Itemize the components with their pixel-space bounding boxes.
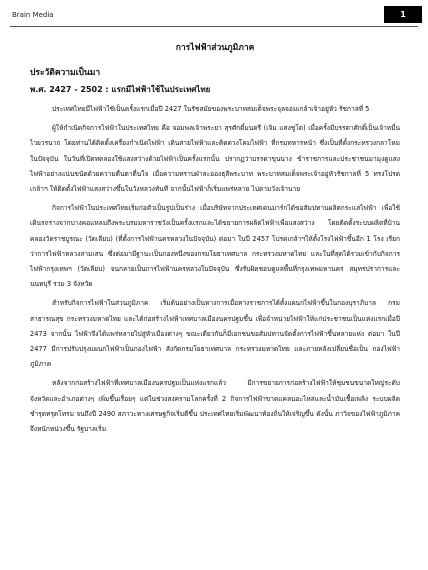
header-brand: Brain Media: [12, 11, 54, 19]
paragraph-1: ประเทศไทยมีไฟฟ้าใช้เป็นครั้งแรกเมื่อปี 2427 ในรัชสมัยของพระบาทสมเด็จพระจุลจอมเกล้าเจ้าอยู่หัว รัชกาลที่ 5: [52, 105, 370, 113]
paragraph-3: กิจการไฟฟ้าในประเทศไทยเริ่มก่อตัวเป็นรูปเป็นร่าง เมื่อบริษัทจากประเทศเดนมาร์กได้ขอสัมปทานผลิตกระแสไฟฟ้า เพื่อใช้เดินรถรางจากบางคอแหลมถึงพระบรมมหาราชวังเป็นครั้งแรกและได้ขยายการผลิตไฟฟ้าเพื่อแสงสว่าง โดยติดตั้งระบบผลิตที่บ้านคลองวัดราชบูรณะ (วัดเลียบ) (ที่ตั้งการไฟฟ้านครหลวงในปัจจุบัน) ต่อมา ในปี 2457 โปรดเกล้าฯให้ตั้งโรงไฟฟ้าขึ้นอีก 1 โรง เรียกว่าการไฟฟ้าหลวงสามเสน ซึ่งต่อมามีฐานะเป็นกองหนึ่งของกรมโยธาเทศบาล กระทรวงมหาดไทย และในที่สุดได้รวมเข้ากับกิจการไฟฟ้ากรุงเทพฯ (วัดเลียบ) จนกลายเป็นการไฟฟ้านครหลวงในปัจจุบัน ซึ่งรับผิดชอบดูแลพื้นที่กรุงเทพมหานคร สมุทรปราการและนนทบุรี รวม 3 จังหวัด: [30, 204, 400, 289]
document-title: การไฟฟ้าส่วนภูมิภาค: [175, 43, 255, 53]
page-header: [0, 0, 428, 28]
page-number-badge: 1: [384, 6, 422, 23]
header-divider: [10, 26, 418, 27]
paragraph-4: สำหรับกิจการไฟฟ้าในส่วนภูมิภาค เริ่มต้นอย่างเป็นทางการเมื่อทางราชการได้ตั้งแผนกไฟฟ้าขึ้นในกองบุราภิบาล กรมสาธารณสุข กระทรวงมหาดไทย และได้ก่อสร้างไฟฟ้าเทศบาลเมืองนครปฐมขึ้น เพื่อจำหน่ายไฟฟ้าให้แก่ประชาชนเป็นแห่งแรกเมื่อปี 2473 จากนั้น ไฟฟ้าจึงได้แพร่หลายไปสู่หัวเมืองต่างๆ ขณะเดียวกันก็มีเอกชนขอสัมปทานจัดตั้งการไฟฟ้าขึ้นหลายแห่ง ต่อมา ในปี 2477 มีการปรับปรุงแผนกไฟฟ้าเป็นกองไฟฟ้า สังกัดกรมโยธาเทศบาล กระทรวงมหาดไทย และภายหลังเปลี่ยนชื่อเป็น กองไฟฟ้าภูมิภาค: [30, 299, 400, 369]
paragraph-5: หลังจากก่อสร้างไฟฟ้าที่เทศบาลเมืองนครปฐมเป็นแห่งแรกแล้ว มีการขยายการก่อสร้างไฟฟ้าให้ชุมชนขนาดใหญ่ระดับจังหวัดและอำเภอต่างๆ เพิ่มขึ้นเรื่อยๆ แต่ในช่วงสงครามโลกครั้งที่ 2 กิจการไฟฟ้าขาดแคลนอะไหล่และน้ำมันเชื้อเพลิง ระบบผลิตชำรุดทรุดโทรม จนถึงปี 2490 สภาวะทางเศรษฐกิจเริ่มดีขึ้น ประเทศไทยเริ่มพัฒนาท้องถิ่นให้เจริญขึ้น ดังนั้น ภาวิจของไฟฟ้าภูมิภาคจึงหนักหน่วงขึ้น รัฐบาลเริ่ม: [30, 379, 400, 434]
paragraph-2: ผู้ให้กำเนิดกิจการไฟฟ้าในประเทศไทย คือ จอมพลเจ้าพระยา สุรศักดิ์มนตรี (เจิม แสงชูโต) เมื่อครั้งมีบรรดาศักดิ์เป็นเจ้าหมื่นไวยวรนาถ โดยท่านได้ติดตั้งเครื่องกำเนิดไฟฟ้า เดินสายไฟฟ้าและติดดวงโคมไฟฟ้า ที่กรมทหารหน้า ซึ่งเป็นที่ตั้งกระทรวงกลาโหมในปัจจุบัน ในวันที่เปิดทดลองใช้แสงสว่างด้วยไฟฟ้าเป็นครั้งแรกนั้น ปรากฏว่าบรรดาขุนนาง ข้าราชการและประชาชนมามุงดูแสงไฟฟ้าอย่างแน่นขนัดด้วยความตื่นตาตื่นใจ เมื่อความทราบฝ่าละอองธุลีพระบาท พระบาทสมเด็จพระเจ้าอยู่หัวรัชกาลที่ 5 ทรงโปรดเกล้าฯ ให้ติดตั้งไฟฟ้าแสงสว่างขึ้นในวังหลวงทันที จากนั้นไฟฟ้าก็เริ่มแพร่หลาย ไปตามวังเจ้านาย: [30, 124, 400, 194]
sub-heading: พ.ศ. 2427 - 2502 : แรกมีไฟฟ้าใช้ในประเทศไทย: [30, 85, 211, 94]
section-heading: ประวัติความเป็นมา: [30, 68, 101, 78]
document-body: [30, 40, 400, 441]
